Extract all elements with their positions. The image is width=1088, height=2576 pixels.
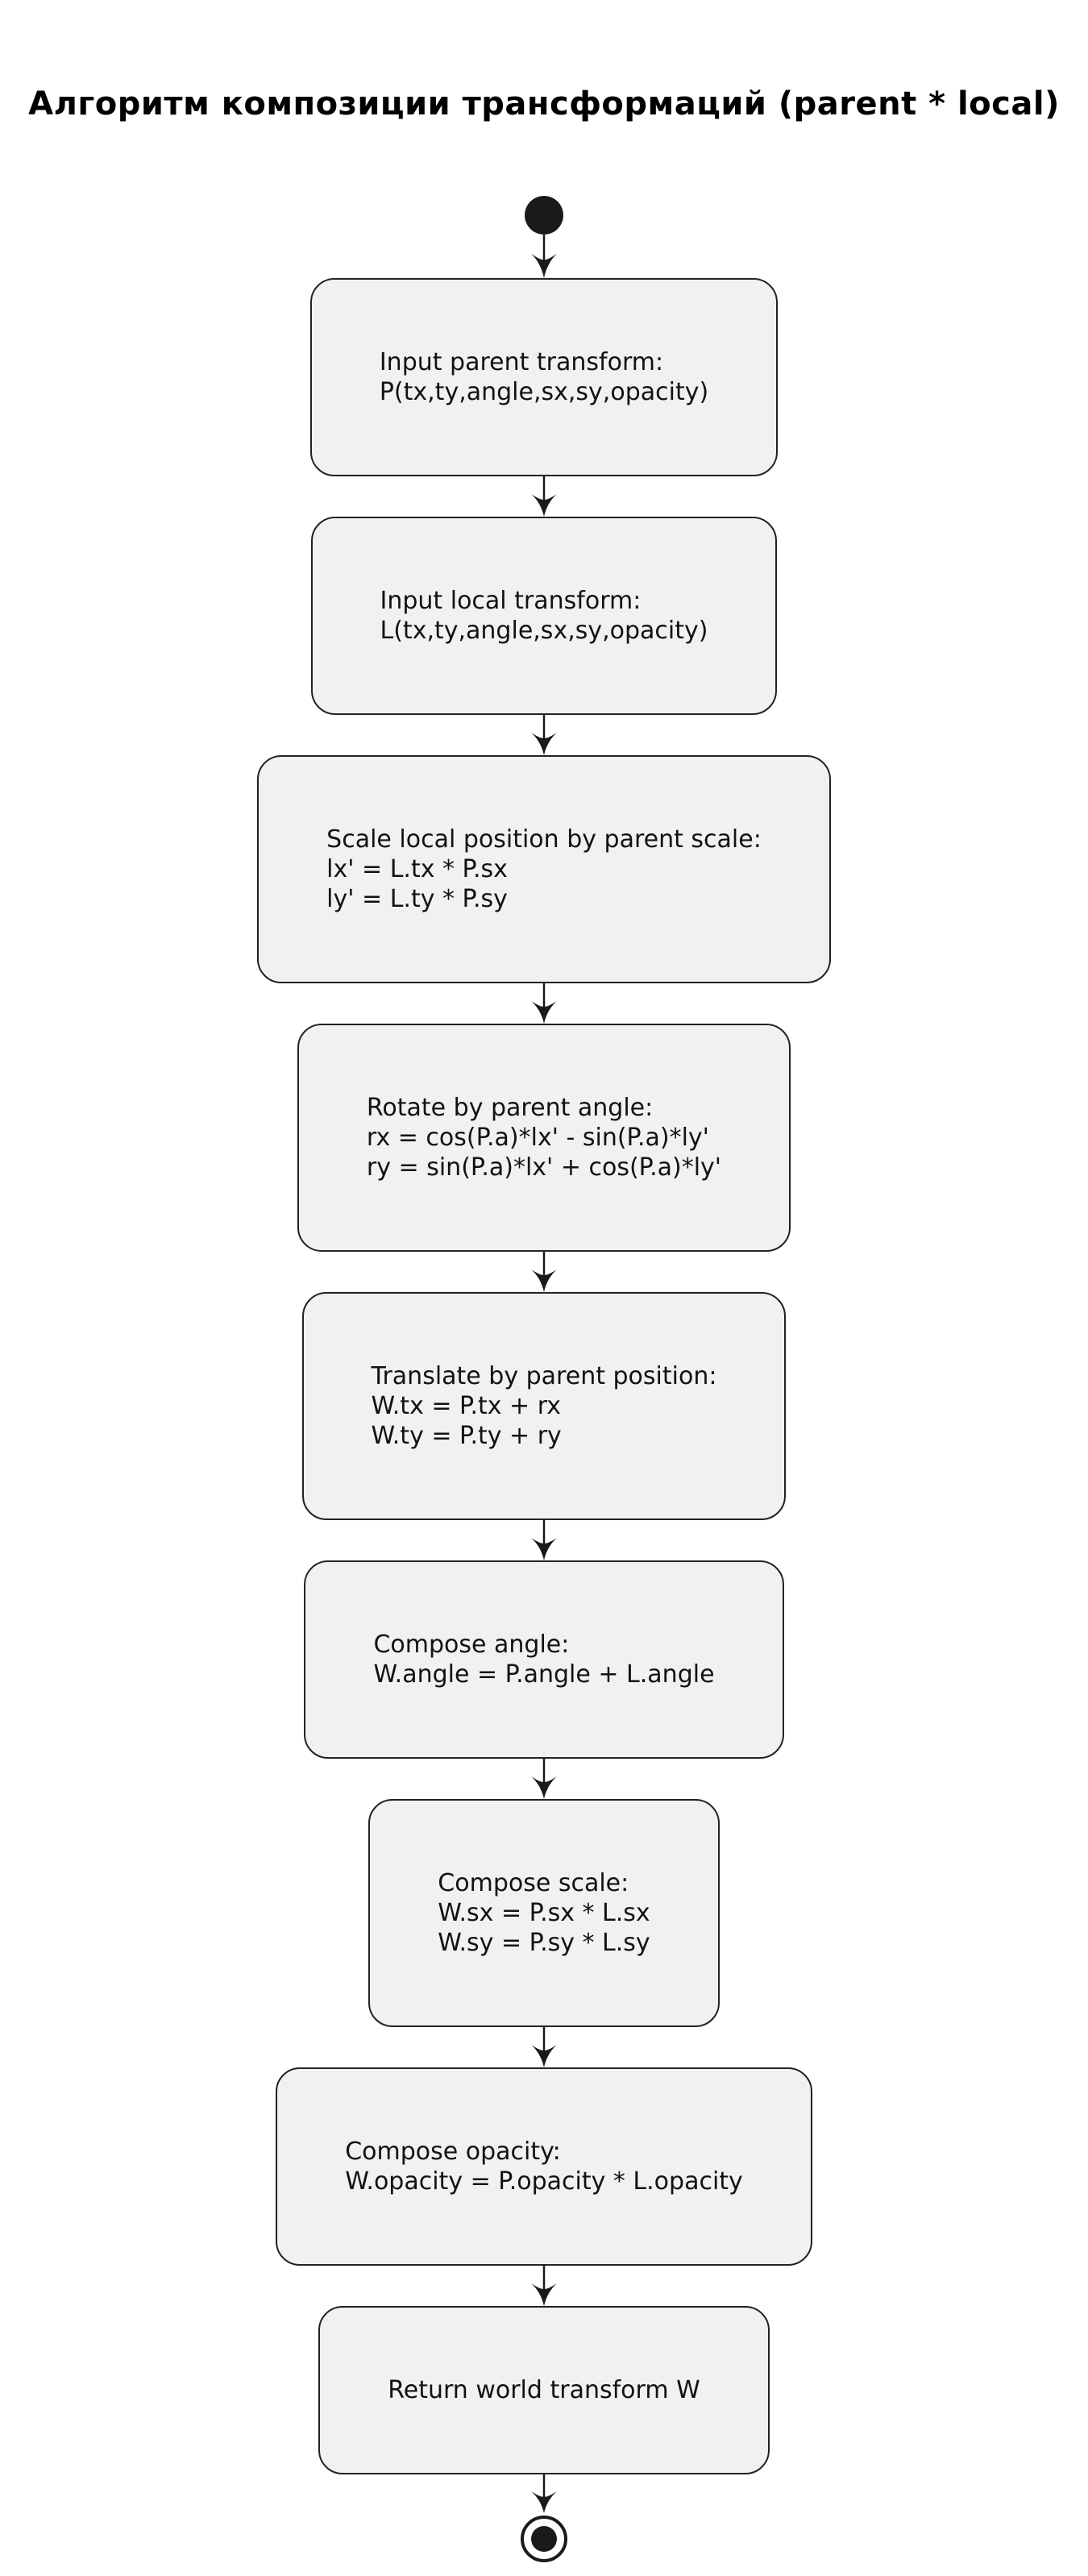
diagram-title: Алгоритм композиции трансформаций (parent * local): [28, 85, 1060, 123]
node-input-parent-transform: [310, 278, 778, 476]
node-text-line: lx' = L.tx * P.sx: [326, 855, 508, 883]
flow-arrow: [528, 2266, 560, 2306]
node-text-line: L(tx,ty,angle,sx,sy,opacity): [380, 617, 708, 645]
flow-arrow: [528, 983, 560, 1024]
node-input-local-transform: [311, 517, 778, 715]
flow-arrow: [528, 1759, 560, 1799]
start-node: [525, 196, 563, 235]
node-compose-angle: [304, 1560, 783, 1759]
flow-arrow: [528, 2027, 560, 2067]
node-scale-local-position: [257, 755, 831, 983]
node-text-line: W.tx = P.tx + rx: [371, 1392, 561, 1420]
node-text-line: Input local transform:: [380, 587, 642, 615]
node-text-line: ry = sin(P.a)*lx' + cos(P.a)*ly': [366, 1153, 722, 1182]
node-text-line: W.ty = P.ty + ry: [371, 1422, 562, 1450]
node-text-line: W.opacity = P.opacity * L.opacity: [345, 2167, 743, 2196]
flow-arrow: [528, 2474, 560, 2513]
node-text-line: W.sy = P.sy * L.sy: [438, 1929, 650, 1957]
node-text-line: Return world transform W: [388, 2376, 700, 2404]
node-text-line: W.angle = P.angle + L.angle: [373, 1660, 715, 1689]
node-text-line: ly' = L.ty * P.sy: [326, 885, 508, 913]
node-text-line: Input parent transform:: [379, 348, 664, 376]
node-text-line: Scale local position by parent scale:: [326, 825, 762, 854]
node-compose-opacity: [276, 2067, 812, 2266]
node-return-world-transform: [318, 2306, 770, 2474]
node-text-line: Compose opacity:: [345, 2138, 561, 2166]
node-translate-by-parent-position: [302, 1292, 787, 1520]
node-rotate-by-parent-angle: [297, 1024, 791, 1252]
flow-arrow: [528, 476, 560, 517]
node-text-line: rx = cos(P.a)*lx' - sin(P.a)*ly': [366, 1124, 709, 1152]
end-node: [518, 2513, 570, 2565]
node-text-line: Compose scale:: [438, 1869, 629, 1897]
node-text-line: Compose angle:: [373, 1631, 570, 1659]
flow-arrow: [528, 1252, 560, 1292]
node-text-line: P(tx,ty,angle,sx,sy,opacity): [379, 378, 709, 406]
flow-arrow: [528, 1520, 560, 1560]
node-text-line: W.sx = P.sx * L.sx: [438, 1899, 650, 1927]
node-text-line: Rotate by parent angle:: [366, 1094, 654, 1122]
activity-diagram: [0, 196, 1088, 2565]
node-text-line: Translate by parent position:: [371, 1362, 717, 1390]
node-compose-scale: [368, 1799, 719, 2027]
flow-arrow: [528, 715, 560, 755]
flow-arrow: [528, 235, 560, 278]
